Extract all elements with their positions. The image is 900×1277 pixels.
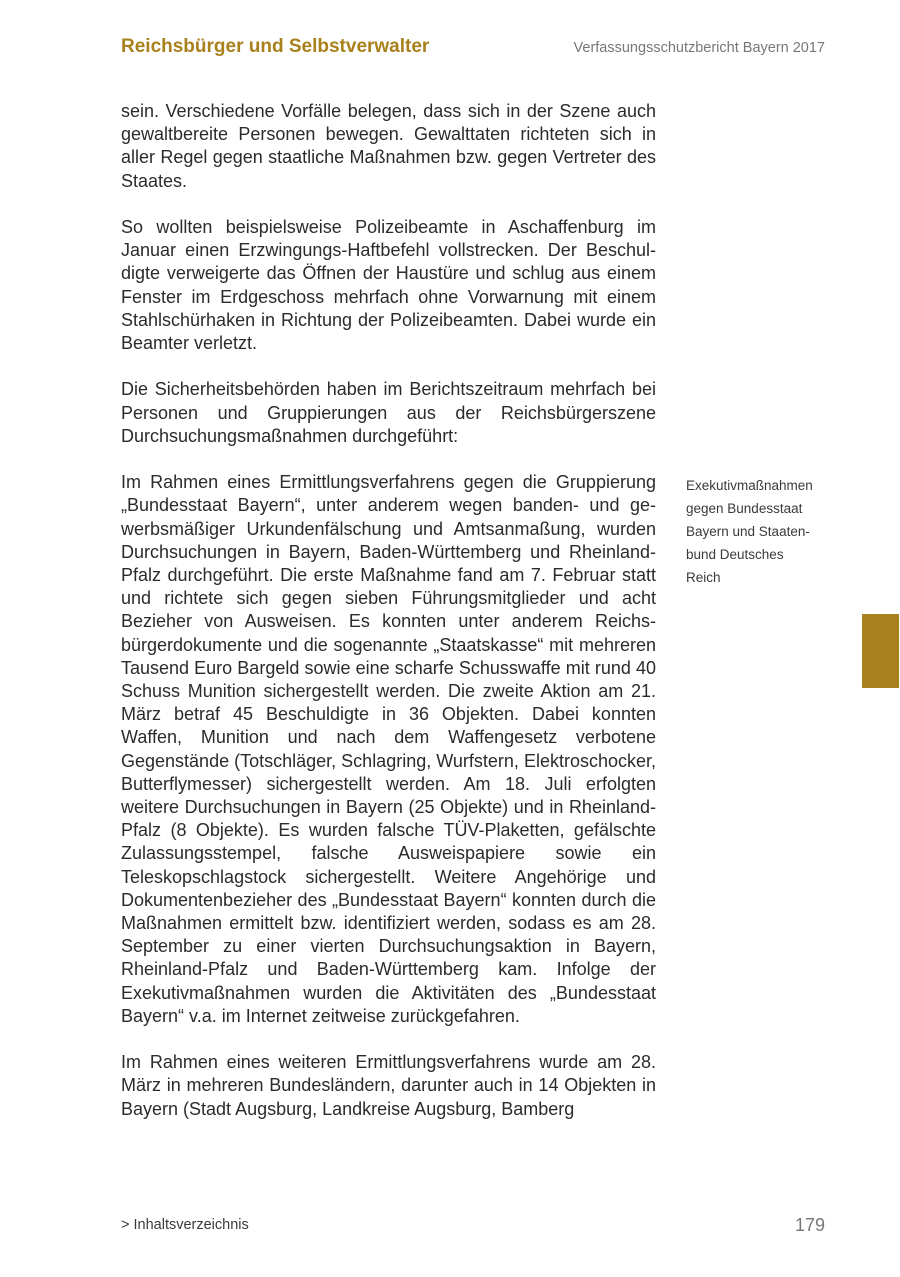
paragraph-5: Im Rahmen eines weiteren Ermittlungsverfahrens wurde am 28. März in mehreren Bundesländern, darunter auch in 14 Objekten in Bayern (Stadt Augsburg, Landkreise Augsburg, Bamberg [121, 1052, 656, 1119]
margin-note-line: Exekutivmaßnahmen [686, 478, 813, 493]
chapter-tab-marker[interactable] [862, 614, 899, 688]
margin-note [686, 474, 836, 589]
paragraph-3: Die Sicherheitsbehörden haben im Berichtszeitraum mehrfach bei Personen und Gruppierungen aus der Reichsbürgerszene Durchsuchungsmaßnahmen durchgeführt: [121, 379, 656, 446]
margin-note-line: Bayern und Staaten- [686, 524, 810, 539]
margin-note-line: Reich [686, 570, 721, 585]
table-of-contents-link[interactable]: > Inhaltsverzeichnis [121, 1217, 249, 1233]
section-title: Reichsbürger und Selbstverwalter [121, 36, 430, 57]
paragraph-4: Im Rahmen eines Ermittlungsverfahrens gegen die Gruppierung „Bundesstaat Bayern“, unter anderem wegen banden- und gewerbsmäßiger Urkundenfälschung und Amtsanmaßung, wurden Durchsuchungen in Bayern, Baden-Württemberg und Rheinland-Pfalz durchgeführt. Die erste Maßnahme fand am 7. Februar statt und richtete sich gegen sieben Führungsmitglieder und acht Bezieher von Ausweisen. Es konnten unter anderem Reichsbürgerdokumente und die sogenannte „Staatskasse“ mit mehreren Tausend Euro Bargeld sowie eine scharfe Schusswaffe mit rund 40 Schuss Munition sichergestellt werden. Die zweite Aktion am 21. März betraf 45 Beschuldigte in 36 Objekten. Dabei konnten Waffen, Munition und nach dem Waffengesetz verbotene Gegenstände (Totschläger, Schlagring, Wurfstern, Elektroschocker, Butterflymesser) sichergestellt werden. Am 18. Juli erfolgten weitere Durchsuchungen in Bayern (25 Objekte) und in Rheinland-Pfalz (8 Objekte). Es wurden falsche TÜV-Plaketten, gefälschte Zulassungsstempel, falsche Ausweispapiere sowie ein Teleskopschlagstock sichergestellt. Weitere Angehörige und Dokumentenbezieher des „Bundesstaat Bayern“ konnten durch die Maßnahmen ermittelt bzw. identifiziert werden, sodass es am 28. September zu einer vierten Durchsuchungsaktion in Bayern, Rheinland-Pfalz und Baden-Württemberg kam. Infolge der Exekutivmaßnahmen wurden die Aktivitäten des „Bundesstaat Bayern“ v.a. im Internet zeitweise zurückgefahren. [121, 472, 656, 1026]
paragraph-1: sein. Verschiedene Vorfälle belegen, dass sich in der Szene auch gewaltbereite Personen bewegen. Gewalttaten richteten sich in aller Regel gegen staatliche Maßnahmen bzw. gegen Vertreter des Staates. [121, 101, 656, 191]
report-title: Verfassungsschutzbericht Bayern 2017 [573, 40, 825, 56]
page-number: 179 [794, 1215, 825, 1235]
margin-note-line: gegen Bundesstaat [686, 501, 803, 516]
margin-note-line: bund Deutsches [686, 547, 784, 562]
paragraph-2: So wollten beispielsweise Polizeibeamte in Aschaffenburg im Januar einen Erzwingungs-Haftbefehl vollstrecken. Der Beschuldigte verweigerte das Öffnen der Haustüre und schlug aus einem Fenster im Erdgeschoss mehrfach ohne Vorwarnung mit einem Stahlschürhaken in Richtung der Polizeibeamten. Dabei wurde ein Beamter verletzt. [121, 217, 656, 354]
main-text [121, 100, 656, 1144]
